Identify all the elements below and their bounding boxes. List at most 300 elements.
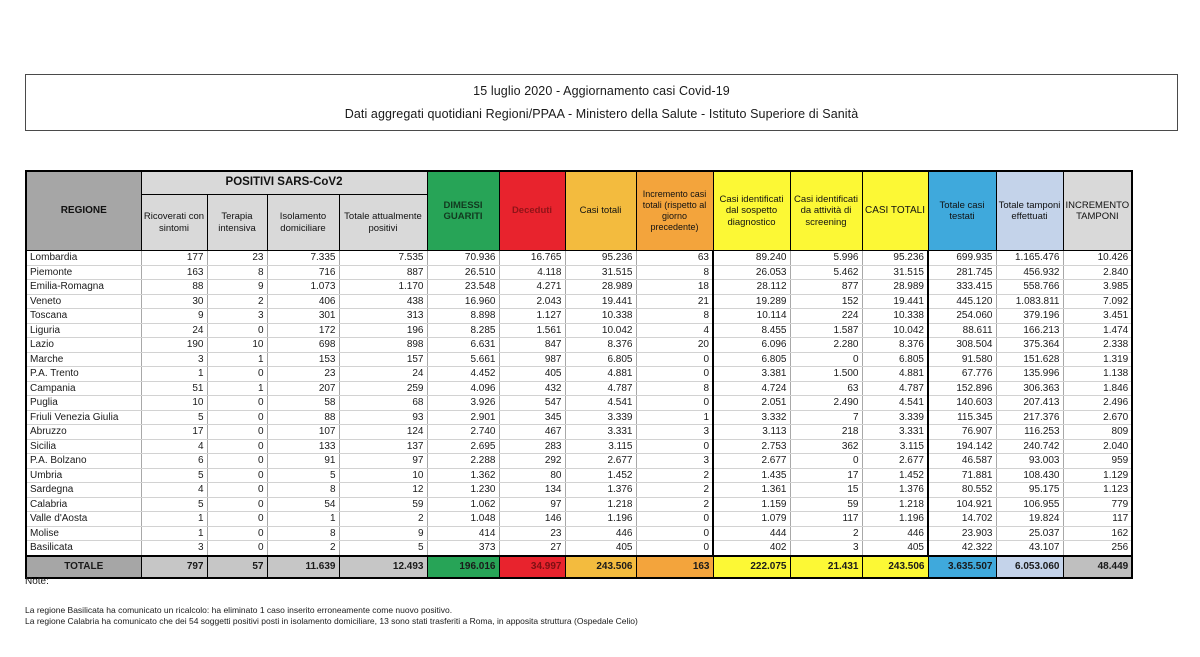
value-cell: 34.997: [499, 556, 565, 578]
value-cell: 3: [636, 425, 713, 440]
value-cell: 177: [141, 251, 207, 266]
value-cell: 1.129: [1063, 468, 1132, 483]
region-cell: P.A. Bolzano: [26, 454, 141, 469]
value-cell: 0: [636, 367, 713, 382]
value-cell: 51: [141, 381, 207, 396]
value-cell: 5.661: [427, 352, 499, 367]
value-cell: 16.960: [427, 294, 499, 309]
table-row: [26, 323, 1132, 338]
value-cell: 217.376: [996, 410, 1063, 425]
value-cell: 283: [499, 439, 565, 454]
table-row: [26, 265, 1132, 280]
table-row: [26, 483, 1132, 498]
value-cell: 117: [790, 512, 862, 527]
table-row: [26, 454, 1132, 469]
value-cell: 1: [141, 526, 207, 541]
value-cell: 23.548: [427, 280, 499, 295]
value-cell: 4.541: [565, 396, 636, 411]
table-row: [26, 352, 1132, 367]
value-cell: 0: [636, 526, 713, 541]
value-cell: 1.474: [1063, 323, 1132, 338]
value-cell: 8: [636, 309, 713, 324]
value-cell: 59: [339, 497, 427, 512]
value-cell: 4: [636, 323, 713, 338]
value-cell: 88: [141, 280, 207, 295]
value-cell: 301: [267, 309, 339, 324]
value-cell: 6.096: [713, 338, 790, 353]
covid-table-container: [25, 170, 1133, 579]
column-header-dimessi-guariti: DIMESSI GUARITI: [427, 171, 499, 251]
value-cell: 3.985: [1063, 280, 1132, 295]
value-cell: 313: [339, 309, 427, 324]
column-header-casi-testati: Totale casi testati: [928, 171, 996, 251]
value-cell: 10: [207, 338, 267, 353]
column-header-regione: REGIONE: [26, 171, 141, 251]
region-cell: Liguria: [26, 323, 141, 338]
value-cell: 163: [636, 556, 713, 578]
value-cell: 256: [1063, 541, 1132, 556]
value-cell: 10.426: [1063, 251, 1132, 266]
value-cell: 16.765: [499, 251, 565, 266]
value-cell: 3.113: [713, 425, 790, 440]
value-cell: 1.196: [565, 512, 636, 527]
note-line: La regione Calabria ha comunicato che dei 54 soggetti positivi posti in isolamento domiciliare, 13 sono stati trasferiti a Roma, in apposita struttura (Ospedale Celio): [25, 615, 638, 626]
value-cell: 1.361: [713, 483, 790, 498]
value-cell: 8: [207, 265, 267, 280]
value-cell: 1.079: [713, 512, 790, 527]
value-cell: 6: [141, 454, 207, 469]
value-cell: 107: [267, 425, 339, 440]
value-cell: 2.280: [790, 338, 862, 353]
value-cell: 19.441: [862, 294, 928, 309]
value-cell: 115.345: [928, 410, 996, 425]
value-cell: 4.271: [499, 280, 565, 295]
column-header-incremento-tamponi: INCREMENTO TAMPONI: [1063, 171, 1132, 251]
value-cell: 1.127: [499, 309, 565, 324]
region-cell: Emilia-Romagna: [26, 280, 141, 295]
value-cell: 2.051: [713, 396, 790, 411]
value-cell: 0: [207, 541, 267, 556]
value-cell: 379.196: [996, 309, 1063, 324]
value-cell: 2: [267, 541, 339, 556]
region-cell: Lazio: [26, 338, 141, 353]
value-cell: 0: [790, 352, 862, 367]
value-cell: 71.881: [928, 468, 996, 483]
column-header-casi-totali: Casi totali: [565, 171, 636, 251]
region-cell: Umbria: [26, 468, 141, 483]
value-cell: 2.740: [427, 425, 499, 440]
value-cell: 8: [636, 381, 713, 396]
value-cell: 1.083.811: [996, 294, 1063, 309]
value-cell: 809: [1063, 425, 1132, 440]
notes-section: [25, 576, 638, 626]
value-cell: 1.170: [339, 280, 427, 295]
table-row: [26, 251, 1132, 266]
value-cell: 190: [141, 338, 207, 353]
value-cell: 1.123: [1063, 483, 1132, 498]
value-cell: 3.926: [427, 396, 499, 411]
value-cell: 2.338: [1063, 338, 1132, 353]
value-cell: 1.218: [565, 497, 636, 512]
value-cell: 88.611: [928, 323, 996, 338]
value-cell: 402: [713, 541, 790, 556]
value-cell: 0: [207, 396, 267, 411]
value-cell: 67.776: [928, 367, 996, 382]
value-cell: 375.364: [996, 338, 1063, 353]
value-cell: 3: [141, 352, 207, 367]
value-cell: 243.506: [565, 556, 636, 578]
value-cell: 9: [141, 309, 207, 324]
value-cell: 88: [267, 410, 339, 425]
table-row: [26, 396, 1132, 411]
value-cell: 108.430: [996, 468, 1063, 483]
region-cell: Friuli Venezia Giulia: [26, 410, 141, 425]
value-cell: 4.118: [499, 265, 565, 280]
value-cell: 153: [267, 352, 339, 367]
value-cell: 5: [267, 468, 339, 483]
value-cell: 698: [267, 338, 339, 353]
value-cell: 7.092: [1063, 294, 1132, 309]
table-row: [26, 410, 1132, 425]
region-cell: Calabria: [26, 497, 141, 512]
value-cell: 106.955: [996, 497, 1063, 512]
value-cell: 27: [499, 541, 565, 556]
value-cell: 0: [636, 512, 713, 527]
value-cell: 3.381: [713, 367, 790, 382]
value-cell: 1.218: [862, 497, 928, 512]
value-cell: 2.496: [1063, 396, 1132, 411]
column-header-tamponi: Totale tamponi effettuati: [996, 171, 1063, 251]
value-cell: 1: [636, 410, 713, 425]
value-cell: 414: [427, 526, 499, 541]
table-row: [26, 526, 1132, 541]
value-cell: 3: [141, 541, 207, 556]
value-cell: 12: [339, 483, 427, 498]
value-cell: 6.805: [862, 352, 928, 367]
value-cell: 222.075: [713, 556, 790, 578]
value-cell: 3.339: [565, 410, 636, 425]
table-row: [26, 541, 1132, 556]
value-cell: 4: [141, 483, 207, 498]
value-cell: 4.541: [862, 396, 928, 411]
column-header-incremento-casi: Incremento casi totali (rispetto al giorno precedente): [636, 171, 713, 251]
value-cell: 4.881: [862, 367, 928, 382]
value-cell: 3.635.507: [928, 556, 996, 578]
value-cell: 80.552: [928, 483, 996, 498]
report-subtitle: Dati aggregati quotidiani Regioni/PPAA - Ministero della Salute - Istituto Superiore di Sanità: [344, 107, 859, 121]
value-cell: 8.455: [713, 323, 790, 338]
value-cell: 2.695: [427, 439, 499, 454]
value-cell: 308.504: [928, 338, 996, 353]
region-cell: Lombardia: [26, 251, 141, 266]
value-cell: 1.452: [862, 468, 928, 483]
value-cell: 95.236: [565, 251, 636, 266]
value-cell: 1.165.476: [996, 251, 1063, 266]
value-cell: 196: [339, 323, 427, 338]
value-cell: 1.230: [427, 483, 499, 498]
value-cell: 0: [207, 410, 267, 425]
value-cell: 0: [207, 526, 267, 541]
value-cell: 1.362: [427, 468, 499, 483]
value-cell: 43.107: [996, 541, 1063, 556]
value-cell: 23.903: [928, 526, 996, 541]
value-cell: 0: [790, 454, 862, 469]
value-cell: 8: [636, 265, 713, 280]
value-cell: 25.037: [996, 526, 1063, 541]
value-cell: 333.415: [928, 280, 996, 295]
value-cell: 19.289: [713, 294, 790, 309]
value-cell: 194.142: [928, 439, 996, 454]
value-cell: 4.881: [565, 367, 636, 382]
value-cell: 797: [141, 556, 207, 578]
value-cell: 2: [636, 468, 713, 483]
value-cell: 292: [499, 454, 565, 469]
value-cell: 2: [339, 512, 427, 527]
value-cell: 28.989: [565, 280, 636, 295]
value-cell: 7.335: [267, 251, 339, 266]
column-header-screening: Casi identificati da attività di screening: [790, 171, 862, 251]
value-cell: 281.745: [928, 265, 996, 280]
value-cell: 0: [207, 512, 267, 527]
value-cell: 5: [339, 541, 427, 556]
value-cell: 63: [790, 381, 862, 396]
value-cell: 5: [141, 497, 207, 512]
value-cell: 91: [267, 454, 339, 469]
value-cell: 0: [636, 541, 713, 556]
value-cell: 3: [207, 309, 267, 324]
value-cell: 446: [565, 526, 636, 541]
value-cell: 3.115: [565, 439, 636, 454]
value-cell: 20: [636, 338, 713, 353]
value-cell: 152.896: [928, 381, 996, 396]
value-cell: 2.840: [1063, 265, 1132, 280]
value-cell: 97: [499, 497, 565, 512]
value-cell: 2.043: [499, 294, 565, 309]
value-cell: 7.535: [339, 251, 427, 266]
value-cell: 224: [790, 309, 862, 324]
value-cell: 63: [636, 251, 713, 266]
value-cell: 6.631: [427, 338, 499, 353]
value-cell: 0: [207, 425, 267, 440]
value-cell: 9: [339, 526, 427, 541]
value-cell: 104.921: [928, 497, 996, 512]
value-cell: 1: [267, 512, 339, 527]
value-cell: 345: [499, 410, 565, 425]
value-cell: 196.016: [427, 556, 499, 578]
value-cell: 10.114: [713, 309, 790, 324]
table-row: [26, 309, 1132, 324]
value-cell: 547: [499, 396, 565, 411]
value-cell: 2.490: [790, 396, 862, 411]
value-cell: 116.253: [996, 425, 1063, 440]
value-cell: 3.451: [1063, 309, 1132, 324]
value-cell: 140.603: [928, 396, 996, 411]
region-cell: Sicilia: [26, 439, 141, 454]
value-cell: 254.060: [928, 309, 996, 324]
total-label-cell: TOTALE: [26, 556, 141, 578]
table-header: [26, 171, 1132, 251]
value-cell: 3: [790, 541, 862, 556]
value-cell: 57: [207, 556, 267, 578]
value-cell: 162: [1063, 526, 1132, 541]
value-cell: 959: [1063, 454, 1132, 469]
column-header-sospetto-diagnostico: Casi identificati dal sospetto diagnostico: [713, 171, 790, 251]
value-cell: 21: [636, 294, 713, 309]
value-cell: 18: [636, 280, 713, 295]
value-cell: 3.339: [862, 410, 928, 425]
value-cell: 306.363: [996, 381, 1063, 396]
value-cell: 6.805: [565, 352, 636, 367]
value-cell: 21.431: [790, 556, 862, 578]
value-cell: 1: [141, 367, 207, 382]
value-cell: 3.331: [565, 425, 636, 440]
value-cell: 877: [790, 280, 862, 295]
value-cell: 259: [339, 381, 427, 396]
value-cell: 8.285: [427, 323, 499, 338]
value-cell: 8.898: [427, 309, 499, 324]
value-cell: 1.376: [862, 483, 928, 498]
value-cell: 2: [636, 483, 713, 498]
table-body: [26, 251, 1132, 578]
note-line: La regione Basilicata ha comunicato un ricalcolo: ha eliminato 1 caso inserito erroneamente come nuovo positivo.: [25, 605, 453, 615]
table-row: [26, 497, 1132, 512]
value-cell: 166.213: [996, 323, 1063, 338]
value-cell: 172: [267, 323, 339, 338]
value-cell: 405: [499, 367, 565, 382]
value-cell: 163: [141, 265, 207, 280]
value-cell: 2.677: [713, 454, 790, 469]
value-cell: 97: [339, 454, 427, 469]
value-cell: 124: [339, 425, 427, 440]
value-cell: 2.288: [427, 454, 499, 469]
value-cell: 467: [499, 425, 565, 440]
value-cell: 4.724: [713, 381, 790, 396]
value-cell: 146: [499, 512, 565, 527]
value-cell: 12.493: [339, 556, 427, 578]
covid-table: [25, 170, 1133, 579]
value-cell: 5.996: [790, 251, 862, 266]
value-cell: 446: [862, 526, 928, 541]
value-cell: 23: [207, 251, 267, 266]
value-cell: 3: [636, 454, 713, 469]
value-cell: 207: [267, 381, 339, 396]
value-cell: 1.846: [1063, 381, 1132, 396]
value-cell: 1.073: [267, 280, 339, 295]
value-cell: 987: [499, 352, 565, 367]
value-cell: 5: [141, 468, 207, 483]
group-header-positivi: POSITIVI SARS-CoV2: [141, 171, 427, 195]
region-cell: Piemonte: [26, 265, 141, 280]
value-cell: 89.240: [713, 251, 790, 266]
value-cell: 3.115: [862, 439, 928, 454]
region-cell: Abruzzo: [26, 425, 141, 440]
value-cell: 6.053.060: [996, 556, 1063, 578]
report-title: 15 luglio 2020 - Aggiornamento casi Covid-19: [473, 84, 730, 98]
table-row: [26, 512, 1132, 527]
value-cell: 54: [267, 497, 339, 512]
value-cell: 10.042: [565, 323, 636, 338]
value-cell: 1.196: [862, 512, 928, 527]
value-cell: 0: [207, 483, 267, 498]
value-cell: 5.462: [790, 265, 862, 280]
value-cell: 28.112: [713, 280, 790, 295]
value-cell: 10: [141, 396, 207, 411]
value-cell: 19.824: [996, 512, 1063, 527]
value-cell: 137: [339, 439, 427, 454]
table-row: [26, 280, 1132, 295]
value-cell: 779: [1063, 497, 1132, 512]
value-cell: 70.936: [427, 251, 499, 266]
value-cell: 5: [141, 410, 207, 425]
value-cell: 1: [207, 381, 267, 396]
value-cell: 3.332: [713, 410, 790, 425]
column-header-deceduti: Deceduti: [499, 171, 565, 251]
value-cell: 10.338: [862, 309, 928, 324]
value-cell: 14.702: [928, 512, 996, 527]
value-cell: 31.515: [565, 265, 636, 280]
value-cell: 0: [207, 367, 267, 382]
table-row: [26, 294, 1132, 309]
value-cell: 23: [499, 526, 565, 541]
value-cell: 133: [267, 439, 339, 454]
value-cell: 406: [267, 294, 339, 309]
value-cell: 134: [499, 483, 565, 498]
value-cell: 243.506: [862, 556, 928, 578]
value-cell: 23: [267, 367, 339, 382]
value-cell: 0: [207, 468, 267, 483]
value-cell: 0: [207, 439, 267, 454]
value-cell: 17: [141, 425, 207, 440]
value-cell: 405: [565, 541, 636, 556]
value-cell: 76.907: [928, 425, 996, 440]
value-cell: 1.500: [790, 367, 862, 382]
value-cell: 405: [862, 541, 928, 556]
value-cell: 432: [499, 381, 565, 396]
value-cell: 15: [790, 483, 862, 498]
value-cell: 0: [207, 454, 267, 469]
value-cell: 240.742: [996, 439, 1063, 454]
value-cell: 7: [790, 410, 862, 425]
value-cell: 1.048: [427, 512, 499, 527]
value-cell: 716: [267, 265, 339, 280]
value-cell: 95.175: [996, 483, 1063, 498]
value-cell: 847: [499, 338, 565, 353]
value-cell: 898: [339, 338, 427, 353]
table-row: [26, 381, 1132, 396]
value-cell: 1.138: [1063, 367, 1132, 382]
total-row: [26, 556, 1132, 578]
value-cell: 93.003: [996, 454, 1063, 469]
value-cell: 135.996: [996, 367, 1063, 382]
table-row: [26, 425, 1132, 440]
value-cell: 1.319: [1063, 352, 1132, 367]
value-cell: 80: [499, 468, 565, 483]
value-cell: 24: [339, 367, 427, 382]
value-cell: 887: [339, 265, 427, 280]
value-cell: 2.677: [862, 454, 928, 469]
value-cell: 558.766: [996, 280, 1063, 295]
table-row: [26, 367, 1132, 382]
value-cell: 157: [339, 352, 427, 367]
value-cell: 58: [267, 396, 339, 411]
value-cell: 8.376: [565, 338, 636, 353]
region-cell: Campania: [26, 381, 141, 396]
region-cell: P.A. Trento: [26, 367, 141, 382]
value-cell: 0: [636, 352, 713, 367]
value-cell: 2.677: [565, 454, 636, 469]
value-cell: 4.096: [427, 381, 499, 396]
value-cell: 24: [141, 323, 207, 338]
